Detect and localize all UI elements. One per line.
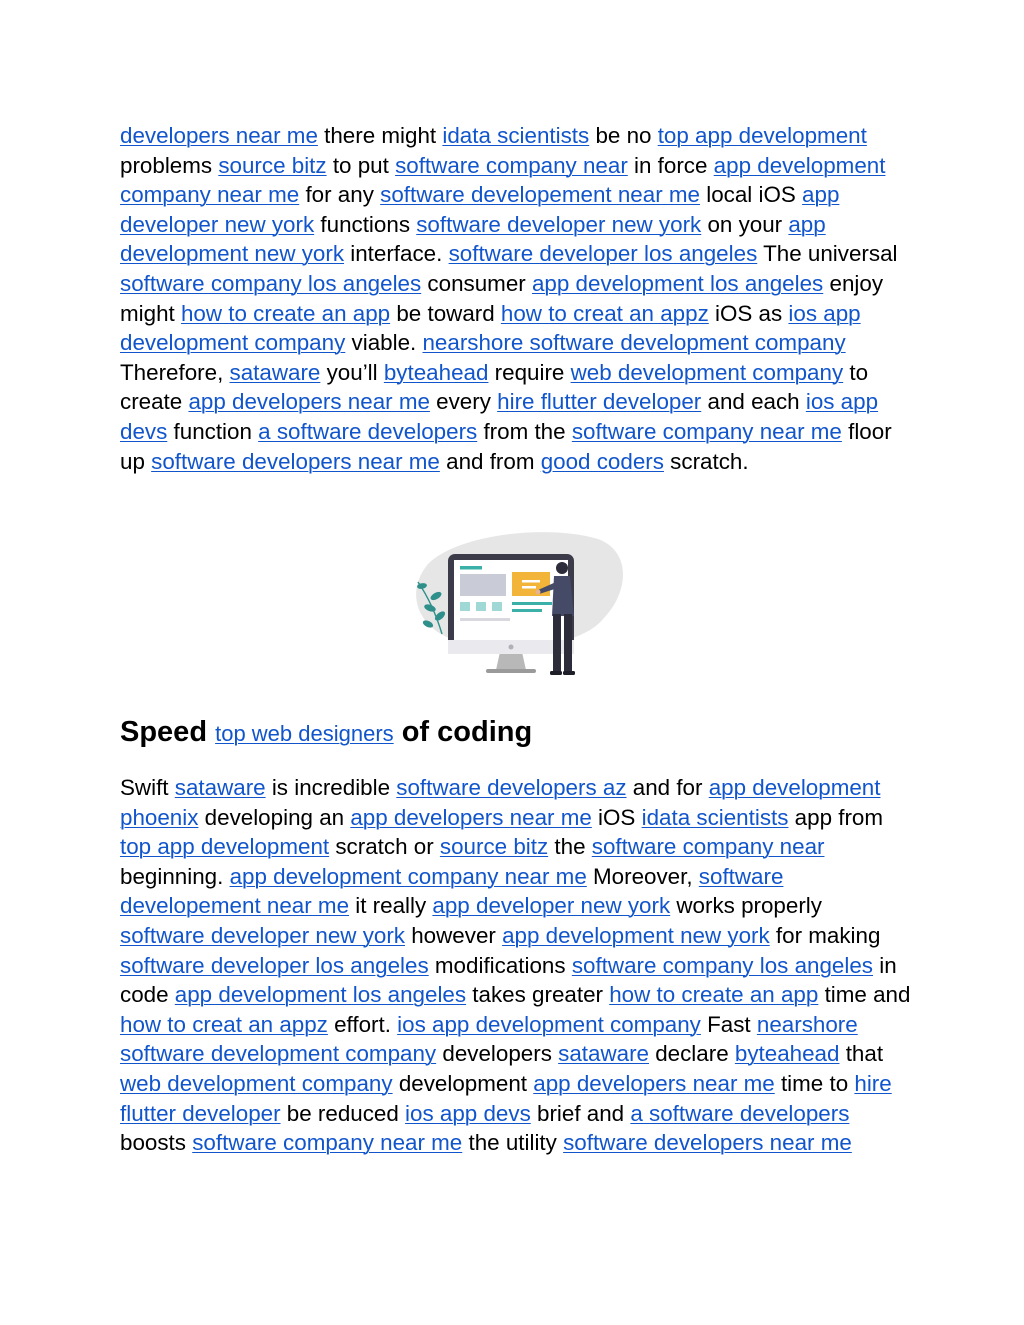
body-text: it really — [349, 893, 433, 919]
body-text: problems — [120, 152, 219, 178]
inline-link[interactable]: sataware — [558, 1041, 649, 1067]
body-text: time and — [818, 982, 911, 1008]
inline-link[interactable]: software developers az — [396, 775, 627, 800]
inline-link[interactable]: software developement near me — [120, 863, 784, 919]
inline-link[interactable]: sataware — [229, 359, 321, 385]
inline-link[interactable]: good coders — [540, 448, 664, 474]
inline-link[interactable]: software company near — [591, 834, 825, 860]
body-text: the utility — [462, 1130, 564, 1156]
heading-text-start: Speed — [120, 716, 216, 748]
intro-paragraph — [120, 121, 912, 476]
body-text: enjoy might — [120, 270, 884, 326]
inline-link[interactable]: hire flutter developer — [497, 389, 702, 415]
body-text: development — [392, 1070, 534, 1096]
inline-link[interactable]: ios app devs — [120, 389, 879, 444]
inline-link[interactable]: how to creat an appz — [120, 1011, 328, 1037]
inline-link[interactable]: developers near me — [120, 123, 318, 148]
inline-link[interactable]: idata scientists — [442, 123, 590, 148]
body-text: iOS as — [708, 300, 789, 326]
inline-link[interactable]: software developer los angeles — [448, 241, 758, 267]
body-text: effort. — [327, 1011, 398, 1037]
body-text: require — [488, 359, 571, 385]
inline-link[interactable]: ios app devs — [405, 1100, 531, 1126]
inline-link[interactable]: app development phoenix — [120, 775, 881, 830]
body-text: scratch or — [329, 834, 440, 860]
inline-link[interactable]: app development company near me — [229, 863, 587, 889]
inline-link[interactable]: software company los angeles — [571, 952, 874, 978]
body-text: and from — [439, 448, 541, 474]
body-text: app from — [788, 804, 884, 830]
body-text: local iOS — [700, 182, 803, 208]
body-text: for making — [769, 922, 881, 948]
developer-at-monitor-illustration — [398, 524, 630, 686]
inline-link[interactable]: byteahead — [383, 359, 489, 385]
inline-link[interactable]: top app development — [120, 834, 330, 860]
inline-link[interactable]: app developers near me — [350, 804, 592, 830]
inline-link[interactable]: web development company — [120, 1070, 393, 1096]
body-text: however — [405, 922, 503, 948]
body-text: boosts — [120, 1130, 193, 1156]
body-text: in code — [120, 952, 897, 1008]
inline-link[interactable]: software developer los angeles — [120, 952, 429, 978]
body-text: viable. — [345, 330, 423, 356]
body-text: you’ll — [320, 359, 384, 385]
body-text: developers — [436, 1041, 559, 1067]
inline-link[interactable]: source bitz — [439, 834, 549, 860]
inline-link[interactable]: software developers near me — [151, 448, 440, 474]
inline-link[interactable]: app developer new york — [432, 893, 671, 919]
body-text: takes greater — [466, 982, 610, 1008]
inline-link[interactable]: how to creat an appz — [500, 300, 709, 326]
inline-link[interactable]: how to create an app — [609, 982, 819, 1008]
heading-text-end: of coding — [393, 716, 533, 748]
body-text: interface. — [344, 241, 449, 267]
body-text: Swift — [120, 775, 175, 800]
body-text: and for — [626, 775, 709, 800]
inline-link[interactable]: app developers near me — [188, 389, 430, 415]
body-text: be reduced — [280, 1100, 406, 1126]
body-text: scratch. — [663, 448, 749, 474]
inline-link[interactable]: software developer new york — [416, 211, 702, 237]
body-text: there might — [317, 123, 443, 148]
body-text: to put — [326, 152, 396, 178]
body-text: consumer — [421, 270, 532, 296]
inline-link[interactable]: app development new york — [502, 922, 770, 948]
inline-link[interactable]: software company near me — [192, 1130, 463, 1156]
inline-link[interactable]: software company near me — [571, 418, 842, 444]
inline-link[interactable]: a software developers — [630, 1100, 850, 1126]
body-text: floor up — [120, 418, 892, 474]
inline-link[interactable]: app developers near me — [533, 1070, 775, 1096]
body-text: developing an — [198, 804, 351, 830]
body-text: The universal — [757, 241, 898, 267]
heading-link[interactable]: top web designers — [215, 721, 394, 746]
inline-link[interactable]: app developer new york — [120, 182, 840, 237]
body-text: Moreover, — [586, 863, 699, 889]
body-text: and each — [701, 389, 806, 415]
body-text: for any — [299, 182, 381, 208]
inline-link[interactable]: app development los angeles — [531, 270, 824, 296]
inline-link[interactable]: web development company — [570, 359, 844, 385]
body-text: Therefore, — [120, 359, 230, 385]
inline-link[interactable]: how to create an app — [180, 300, 391, 326]
inline-link[interactable]: idata scientists — [641, 804, 789, 830]
body-text: functions — [314, 211, 417, 237]
body-text: declare — [648, 1041, 735, 1067]
body-text: function — [167, 418, 259, 444]
body-text: the — [548, 834, 592, 860]
body-text: to create — [120, 359, 869, 415]
body-text: Fast — [700, 1011, 757, 1037]
inline-link[interactable]: app development new york — [120, 211, 826, 267]
inline-link[interactable]: app development company near me — [120, 152, 886, 208]
body-text: be toward — [390, 300, 501, 326]
inline-link[interactable]: ios app development company — [397, 1011, 701, 1037]
inline-link[interactable]: hire flutter developer — [120, 1070, 892, 1126]
inline-link[interactable]: nearshore software development company — [120, 1011, 858, 1067]
body-text: brief and — [530, 1100, 631, 1126]
body-text: every — [429, 389, 498, 415]
inline-link[interactable]: top app development — [657, 123, 867, 148]
inline-link[interactable]: software developers near me — [563, 1130, 852, 1156]
inline-link[interactable]: sataware — [174, 775, 266, 800]
inline-link[interactable]: software company near — [395, 152, 628, 178]
body-text: that — [839, 1041, 884, 1067]
section-heading — [120, 713, 912, 753]
body-text: be no — [589, 123, 658, 148]
inline-link[interactable]: software developement near me — [380, 182, 700, 208]
speed-paragraph — [120, 773, 912, 1158]
body-text: time to — [774, 1070, 855, 1096]
body-text: modifications — [428, 952, 572, 978]
inline-link[interactable]: ios app development company — [120, 300, 861, 356]
body-text: on your — [701, 211, 789, 237]
body-text: is incredible — [265, 775, 397, 800]
inline-link[interactable]: a software developers — [258, 418, 478, 444]
body-text: in force — [627, 152, 714, 178]
body-text: beginning. — [120, 863, 230, 889]
inline-link[interactable]: app development los angeles — [174, 982, 467, 1008]
inline-link[interactable]: source bitz — [218, 152, 327, 178]
body-text: works properly — [670, 893, 822, 919]
inline-link[interactable]: software company los angeles — [120, 270, 422, 296]
body-text: iOS — [591, 804, 642, 830]
body-text: from the — [477, 418, 572, 444]
inline-link[interactable]: software developer new york — [120, 922, 405, 948]
inline-link[interactable]: byteahead — [734, 1041, 840, 1067]
inline-link[interactable]: nearshore software development company — [422, 330, 846, 356]
